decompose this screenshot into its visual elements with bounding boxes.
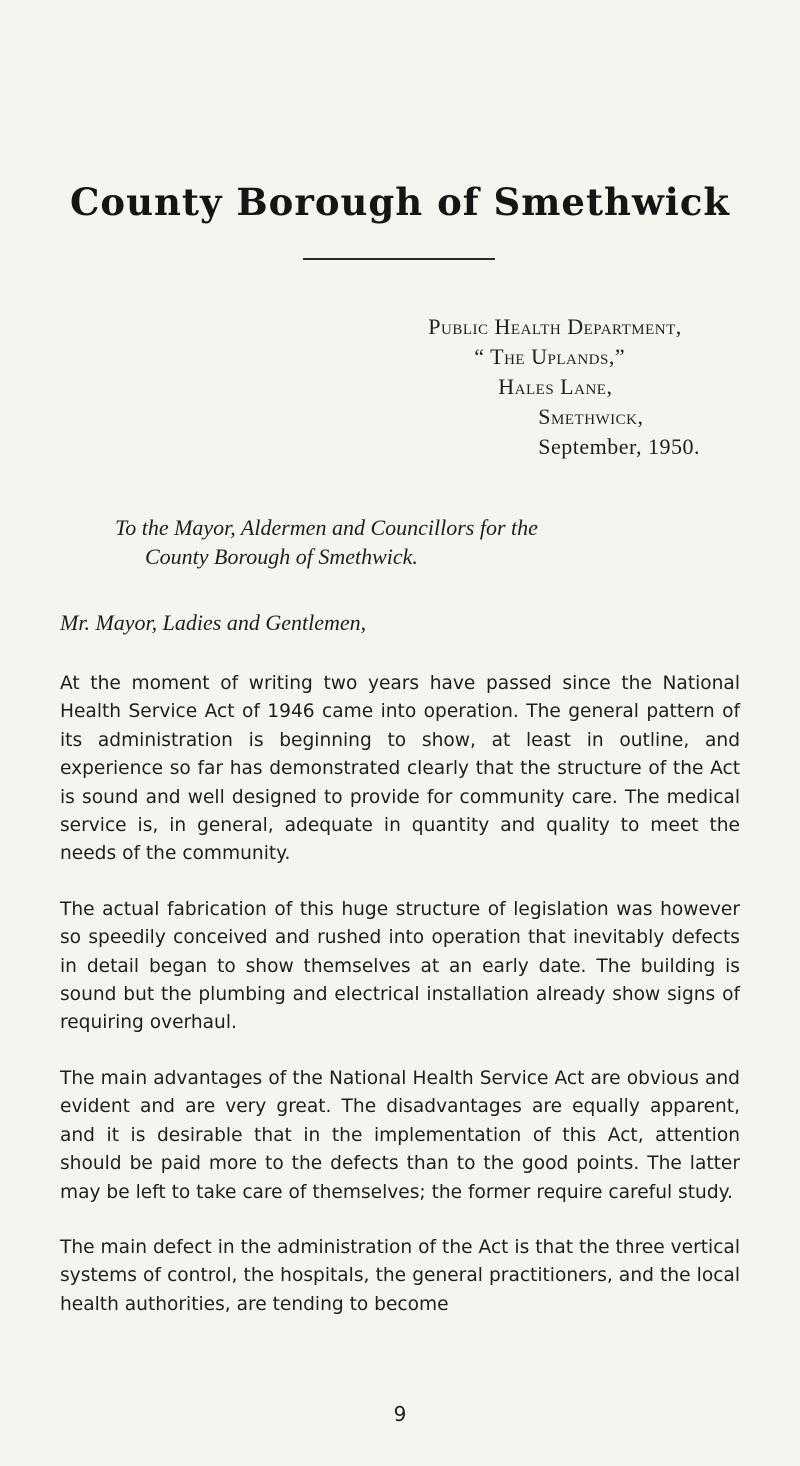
addressee [115,513,715,571]
address-street: Hales Lane, [498,374,613,399]
addressee-line-1: To the Mayor, Aldermen and Councillors for the [115,515,538,540]
letter-body [60,670,740,1346]
address-department: Public Health Department, [428,314,682,339]
address-building: “ The Uplands,” [474,344,626,369]
page-number: 9 [393,1402,407,1426]
greeting: Mr. Mayor, Ladies and Gentlemen, [60,610,367,635]
addressee-line-2: County Borough of Smethwick. [145,544,418,569]
paragraph-2: The actual fabrication of this huge structure of legislation was however so speedily conceived and rushed into operation that inevitably defects in detail began to show themselves at an early date. The building is sound but the plumbing and electrical installation already show signs of requiring overhaul. [60,898,740,1034]
title-divider [303,258,495,260]
paragraph-1: At the moment of writing two years have passed since the National Health Service Act of 1946 came into operation. The general pattern of its administration is beginning to show, at least in outline, and experience so far has demonstrated clearly that the structure of the Act is sound and well designed to provide for community care. The medical service is, in general, adequate in quantity and quality to meet the needs of the community. [60,673,740,865]
paragraph-3: The main advantages of the National Health Service Act are obvious and evident and are very great. The disadvantages are equally apparent, and it is desirable that in the implementation of this Act, attention should be paid more to the defects than to the good points. The latter may be left to take care of themselves; the former require careful study. [60,1067,740,1203]
address-town: Smethwick, [538,404,644,429]
sender-address [428,312,700,462]
page-title: County Borough of Smethwick [69,180,731,224]
address-date: September, 1950. [538,434,700,459]
paragraph-4: The main defect in the administration of the Act is that the three vertical systems of control, the hospitals, the general practitioners, and the local health authorities, are tending to become [60,1236,740,1315]
